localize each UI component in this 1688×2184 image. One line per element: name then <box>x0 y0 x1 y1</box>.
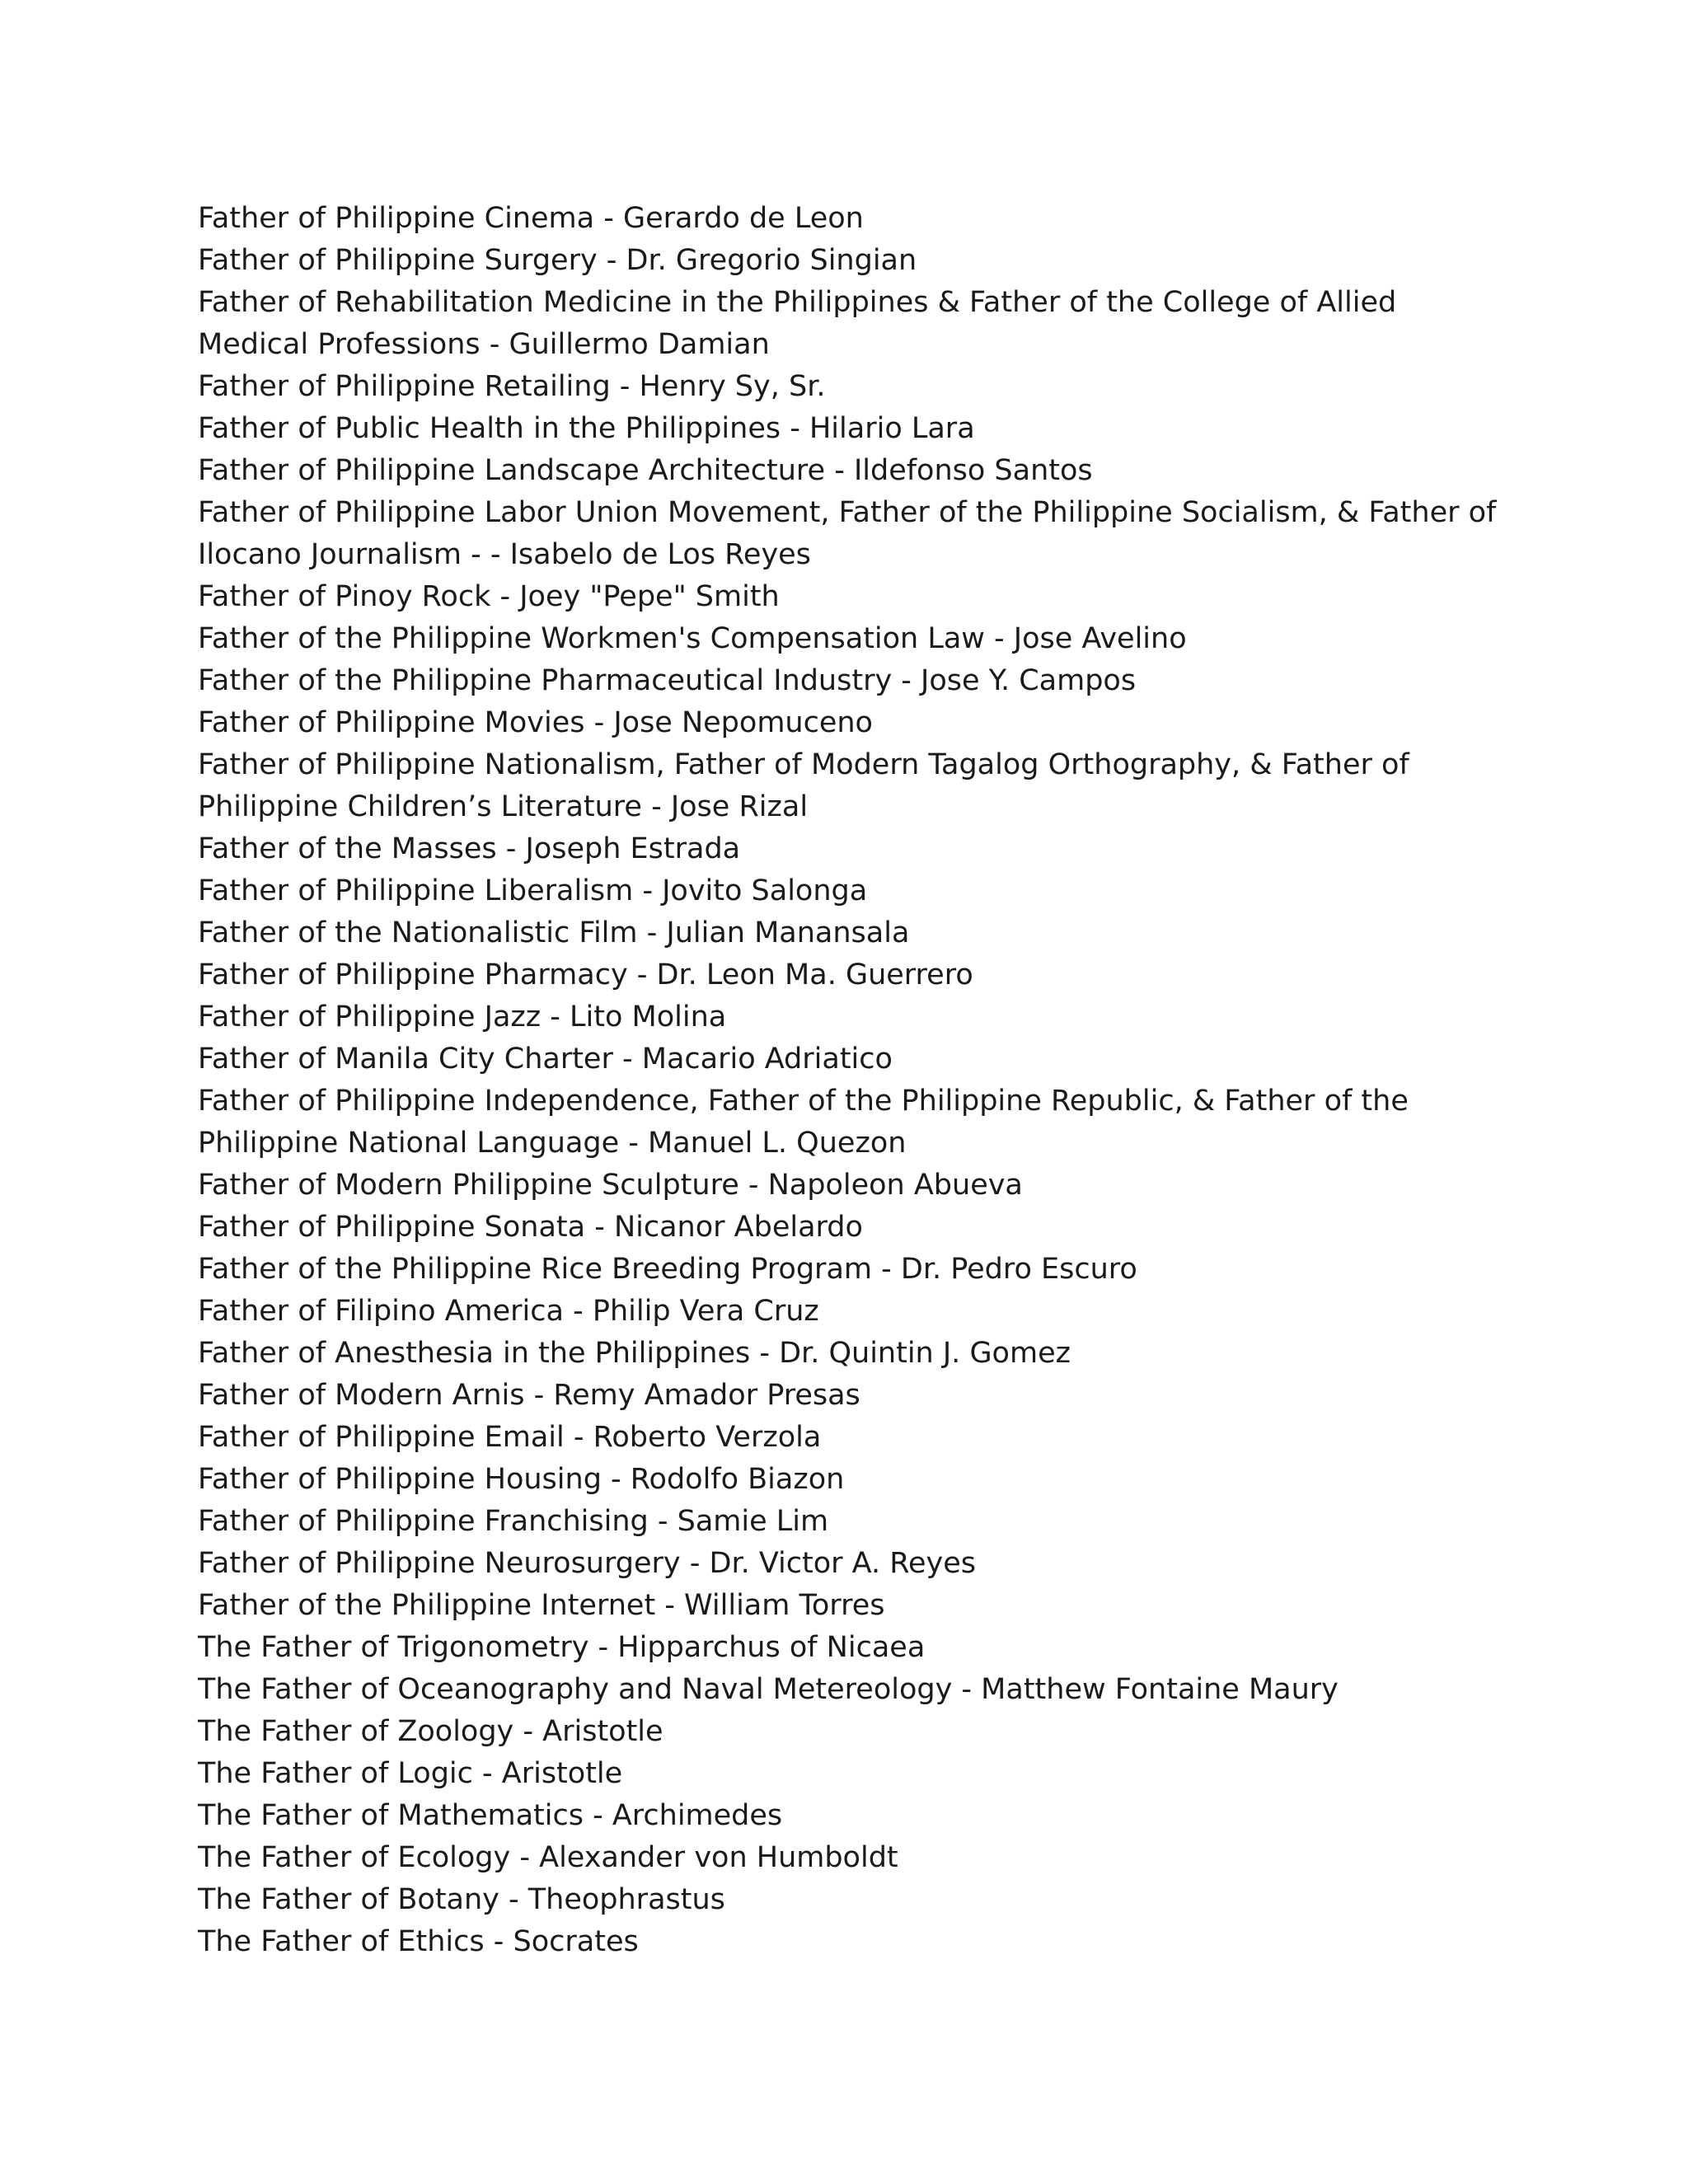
document-body <box>198 198 1517 1963</box>
text-line: The Father of Ethics - Socrates <box>198 1925 639 1958</box>
text-line: Father of the Philippine Rice Breeding Program - Dr. Pedro Escuro <box>198 1253 1137 1286</box>
text-line: Father of the Nationalistic Film - Julian Manansala <box>198 916 910 949</box>
text-line: The Father of Ecology - Alexander von Humboldt <box>198 1841 898 1874</box>
text-line: Father of Modern Arnis - Remy Amador Presas <box>198 1379 860 1412</box>
text-line: Father of Philippine Surgery - Dr. Gregorio Singian <box>198 244 917 277</box>
text-line: Father of Modern Philippine Sculpture - Napoleon Abueva <box>198 1169 1023 1202</box>
text-line: The Father of Oceanography and Naval Metereology - Matthew Fontaine Maury <box>198 1673 1339 1706</box>
text-line: Father of Philippine Retailing - Henry Sy, Sr. <box>198 370 826 403</box>
text-line: Father of Philippine Cinema - Gerardo de Leon <box>198 202 864 235</box>
text-line: Father of Philippine Pharmacy - Dr. Leon Ma. Guerrero <box>198 958 973 991</box>
text-line: Father of Philippine Sonata - Nicanor Abelardo <box>198 1211 863 1244</box>
text-line: Father of Filipino America - Philip Vera Cruz <box>198 1295 819 1328</box>
text-line: The Father of Trigonometry - Hipparchus of Nicaea <box>198 1631 926 1664</box>
text-line: Father of Philippine Labor Union Movement, Father of the Philippine Socialism, & Father of <box>198 496 1497 529</box>
text-line: Father of the Masses - Joseph Estrada <box>198 832 741 865</box>
text-line: The Father of Logic - Aristotle <box>198 1757 623 1790</box>
text-line: Father of Philippine Email - Roberto Verzola <box>198 1421 822 1454</box>
text-line: Father of Manila City Charter - Macario Adriatico <box>198 1043 893 1076</box>
text-line: Father of Philippine Landscape Architecture - Ildefonso Santos <box>198 454 1093 487</box>
text-line: Father of Anesthesia in the Philippines - Dr. Quintin J. Gomez <box>198 1337 1071 1370</box>
text-line: Father of Rehabilitation Medicine in the Philippines & Father of the College of Allied <box>198 286 1397 319</box>
text-line: Father of Philippine Housing - Rodolfo Biazon <box>198 1463 845 1496</box>
text-line: Father of the Philippine Pharmaceutical Industry - Jose Y. Campos <box>198 664 1137 697</box>
text-line: Father of Philippine Liberalism - Jovito Salonga <box>198 874 868 907</box>
text-line: Medical Professions - Guillermo Damian <box>198 328 770 361</box>
text-line: Father of Public Health in the Philippines - Hilario Lara <box>198 412 975 445</box>
text-line: Father of the Philippine Internet - William Torres <box>198 1589 885 1622</box>
text-line: Father of Philippine Movies - Jose Nepomuceno <box>198 706 873 739</box>
text-line: Father of the Philippine Workmen's Compensation Law - Jose Avelino <box>198 622 1187 655</box>
text-line: Philippine National Language - Manuel L. Quezon <box>198 1127 907 1160</box>
text-line: Father of Philippine Independence, Father of the Philippine Republic, & Father of the <box>198 1085 1409 1118</box>
text-line: Ilocano Journalism - - Isabelo de Los Reyes <box>198 538 811 571</box>
text-line: Father of Philippine Neurosurgery - Dr. Victor A. Reyes <box>198 1547 977 1580</box>
text-line: Father of Philippine Jazz - Lito Molina <box>198 1001 727 1033</box>
text-line: Philippine Children’s Literature - Jose Rizal <box>198 790 809 823</box>
text-line: The Father of Botany - Theophrastus <box>198 1883 725 1916</box>
text-line: Father of Philippine Nationalism, Father of Modern Tagalog Orthography, & Father of <box>198 748 1409 781</box>
text-line: Father of Pinoy Rock - Joey "Pepe" Smith <box>198 580 780 613</box>
text-line: Father of Philippine Franchising - Samie Lim <box>198 1505 829 1538</box>
text-line: The Father of Zoology - Aristotle <box>198 1715 663 1748</box>
text-line: The Father of Mathematics - Archimedes <box>198 1799 783 1832</box>
